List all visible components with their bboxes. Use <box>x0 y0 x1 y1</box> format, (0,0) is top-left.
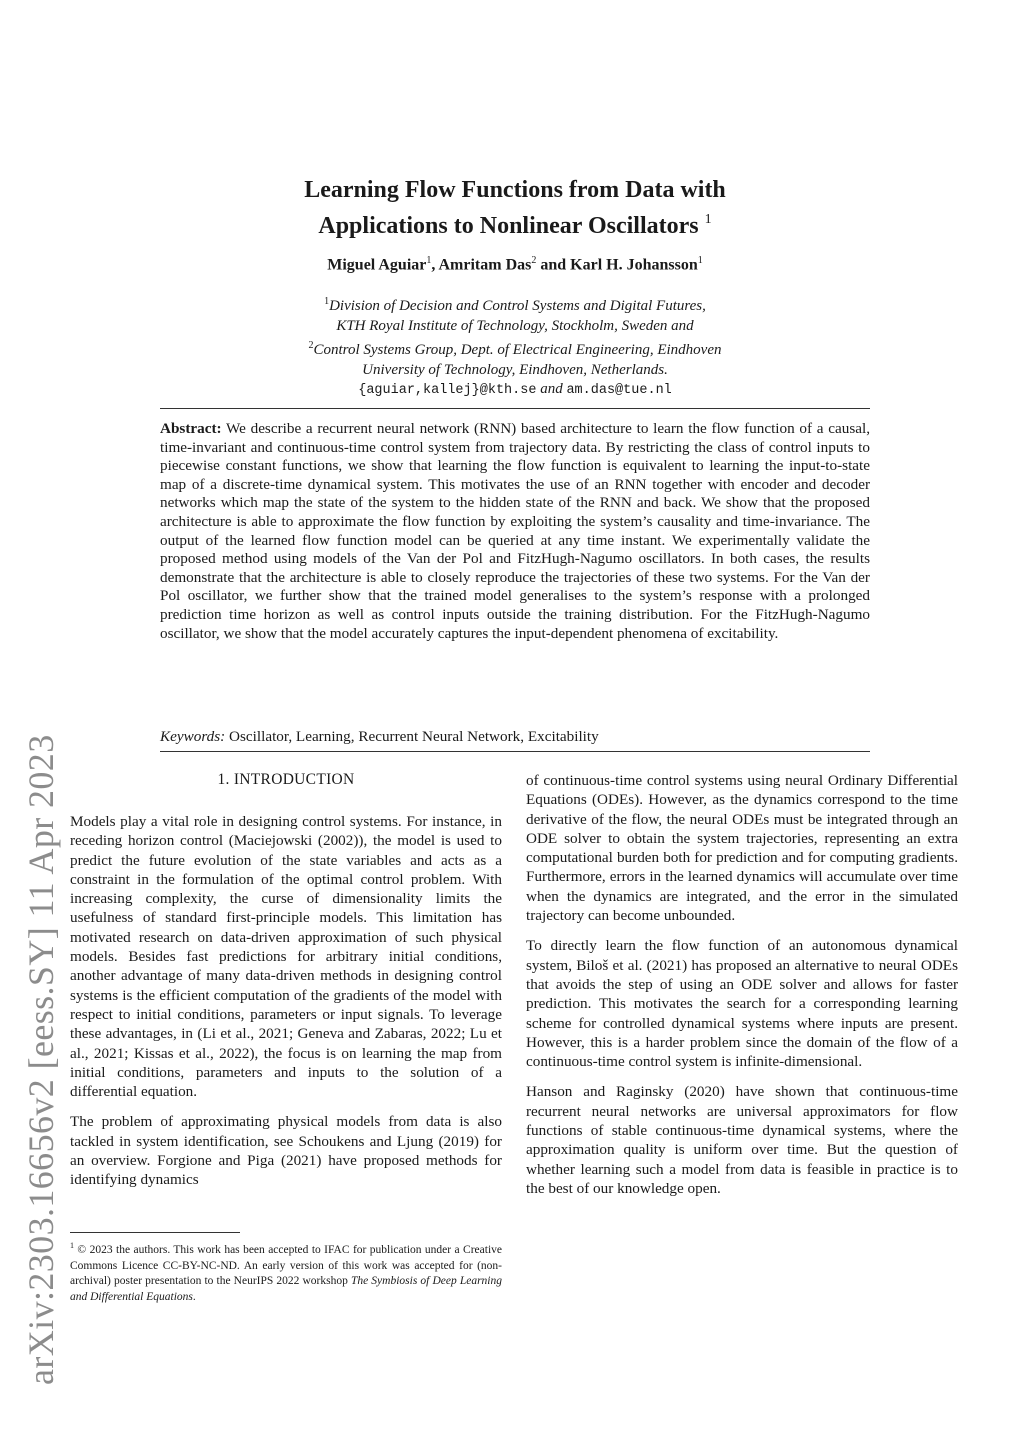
copyright-icon: © <box>77 1243 87 1256</box>
title-line-2-text: Applications to Nonlinear Oscillators <box>318 213 699 239</box>
right-column <box>526 771 958 1209</box>
email-link[interactable]: {aguiar,kallej}@kth.se <box>358 383 537 398</box>
author-affil-mark: 1 <box>426 255 432 266</box>
title-line-1: Learning Flow Functions from Data with <box>304 177 726 203</box>
section-heading: 1. INTRODUCTION <box>217 771 355 788</box>
keywords-label: Keywords: <box>160 728 226 745</box>
workshop-title: The Symbiosis of Deep Learning and Differential Equations <box>70 1275 502 1304</box>
author-name: Miguel Aguiar <box>327 256 427 274</box>
email-separator: and <box>536 381 567 397</box>
keywords <box>160 728 870 746</box>
body-paragraph: The problem of approximating physical models from data is also tackled in system identification, see Schoukens and Ljung (2019) for an overview. Forgione and Piga (2021) have proposed methods for identifying dynamics <box>70 1113 502 1189</box>
author-list <box>160 255 870 274</box>
footnote-mark: 1 <box>70 1241 74 1250</box>
title-footnote-mark: 1 <box>704 212 712 227</box>
left-column <box>70 812 502 1201</box>
author-name: Amritam Das <box>438 256 532 274</box>
paper-title <box>160 175 870 241</box>
author-separator: and <box>536 256 571 274</box>
abstract-text: We describe a recurrent neural network (RNN) based architecture to learn the flow function of a causal, time-invariant and continuous-time control system from trajectory data. By restricting the class of control inputs to piecewise constant functions, we show that learning the flow function is equivalent to learning the input-to-state map of a discrete-time dynamical system. This motivates the use of an RNN together with encoder and decoder networks which map the state of the system to the hidden state of the RNN and back. We show that the proposed architecture is able to approximate the flow function by exploiting the system’s causality and time-invariance. The output of the learned flow function model can be queried at any time instant. We experimentally validate the proposed method using models of the Van der Pol and FitzHugh-Nagumo oscillators. In both cases, the results demonstrate that the architecture is able to closely reproduce the trajectories of these two systems. For the Van der Pol oscillator, we further show that the trained model generalises to the system’s response with a prolonged prediction time horizon as well as control inputs outside the training distribution. For the FitzHugh-Nagumo oscillator, we show that the model accurately captures the input-dependent phenomena of excitability. <box>160 420 870 642</box>
abstract-bottom-rule <box>160 751 870 752</box>
footnote-rule <box>70 1232 240 1233</box>
keywords-text: Oscillator, Learning, Recurrent Neural Network, Excitability <box>225 728 599 745</box>
affiliation-2-line-2: University of Technology, Eindhoven, Netherlands. <box>362 361 668 378</box>
affil-mark: 2 <box>308 340 314 351</box>
body-paragraph: Models play a vital role in designing control systems. For instance, in receding horizon control (Maciejowski (2002)), the model is used to predict the future evolution of the state variables and acts as a constraint in the formulation of the optimal control problem. With increasing complexity, the curse of dimensionality limits the usefulness of standard first-principle models. This limitation has motivated research on data-driven approximation of such physical models. Besides fast predictions for arbitrary initial conditions, another advantage of many data-driven methods in designing control systems is the efficient computation of the gradients of the model with respect to initial conditions, parameters or input signals. To leverage these advantages, in (Li et al., 2021; Geneva and Zabaras, 2022; Lu et al., 2021; Kissas et al., 2022), the focus is on learning the map from initial conditions, parameters and inputs to the solution of a differential equation. <box>70 813 502 1101</box>
author-affil-mark: 1 <box>697 255 703 266</box>
title-line-2 <box>160 205 870 241</box>
author-name: Karl H. Johansson <box>570 256 698 274</box>
contact-emails <box>160 380 870 401</box>
footnote-end: . <box>192 1291 196 1304</box>
abstract <box>160 420 870 643</box>
footnote-text: 2023 the authors. This work has been accepted to IFAC for publication under a Creative Commons Licence CC-BY-NC-ND. An early version of this work was accepted for (non-archival) poster presentation to the NeurIPS 2022 workshop <box>70 1243 502 1288</box>
body-paragraph: of continuous-time control systems using neural Ordinary Differential Equations (ODEs). However, as the dynamics correspond to the time derivative of the flow, the neural ODEs must be integrated through an ODE solver to obtain the system trajectories, representing an extra computational burden both for prediction and for computing gradients. Furthermore, errors in the learned dynamics will accumulate over time when the dynamics are integrated, and the error in the simulated trajectory can become unbounded. <box>526 772 958 925</box>
arxiv-identifier: arXiv:2303.16656v2 [eess.SY] 11 Apr 2023 <box>21 734 61 1385</box>
affiliation-1-line-2: KTH Royal Institute of Technology, Stockholm, Sweden and <box>336 317 694 334</box>
author-separator: , <box>431 256 439 274</box>
abstract-top-rule <box>160 408 870 409</box>
email-link[interactable]: am.das@tue.nl <box>566 383 672 398</box>
affil-mark: 1 <box>324 296 330 307</box>
abstract-label: Abstract: <box>160 420 222 437</box>
author-affil-mark: 2 <box>531 255 537 266</box>
affiliation-1-line-1: $^1$Division of Decision and Control Systems and Digital Futures, <box>324 296 706 314</box>
body-paragraph: Hanson and Raginsky (2020) have shown that continuous-time recurrent neural networks are universal approximators for flow functions of stable continuous-time dynamical systems, where the approximation quality is uniform over time. But the question of whether learning such a model from data is feasible in practice is to the best of our knowledge open. <box>526 1083 958 1197</box>
footnote <box>70 1238 502 1306</box>
affiliations <box>160 292 870 401</box>
body-paragraph: To directly learn the flow function of an autonomous dynamical system, Biloš et al. (2021) has proposed an alternative to neural ODEs that avoids the step of using an ODE solver and allows for faster prediction. This motivates the search for a corresponding learning scheme for controlled dynamical systems where inputs are present. However, this is a harder problem since the domain of the flow of a continuous-time control system is infinite-dimensional. <box>526 937 958 1071</box>
affiliation-2-line-1: $^2$Control Systems Group, Dept. of Electrical Engineering, Eindhoven <box>308 340 722 358</box>
